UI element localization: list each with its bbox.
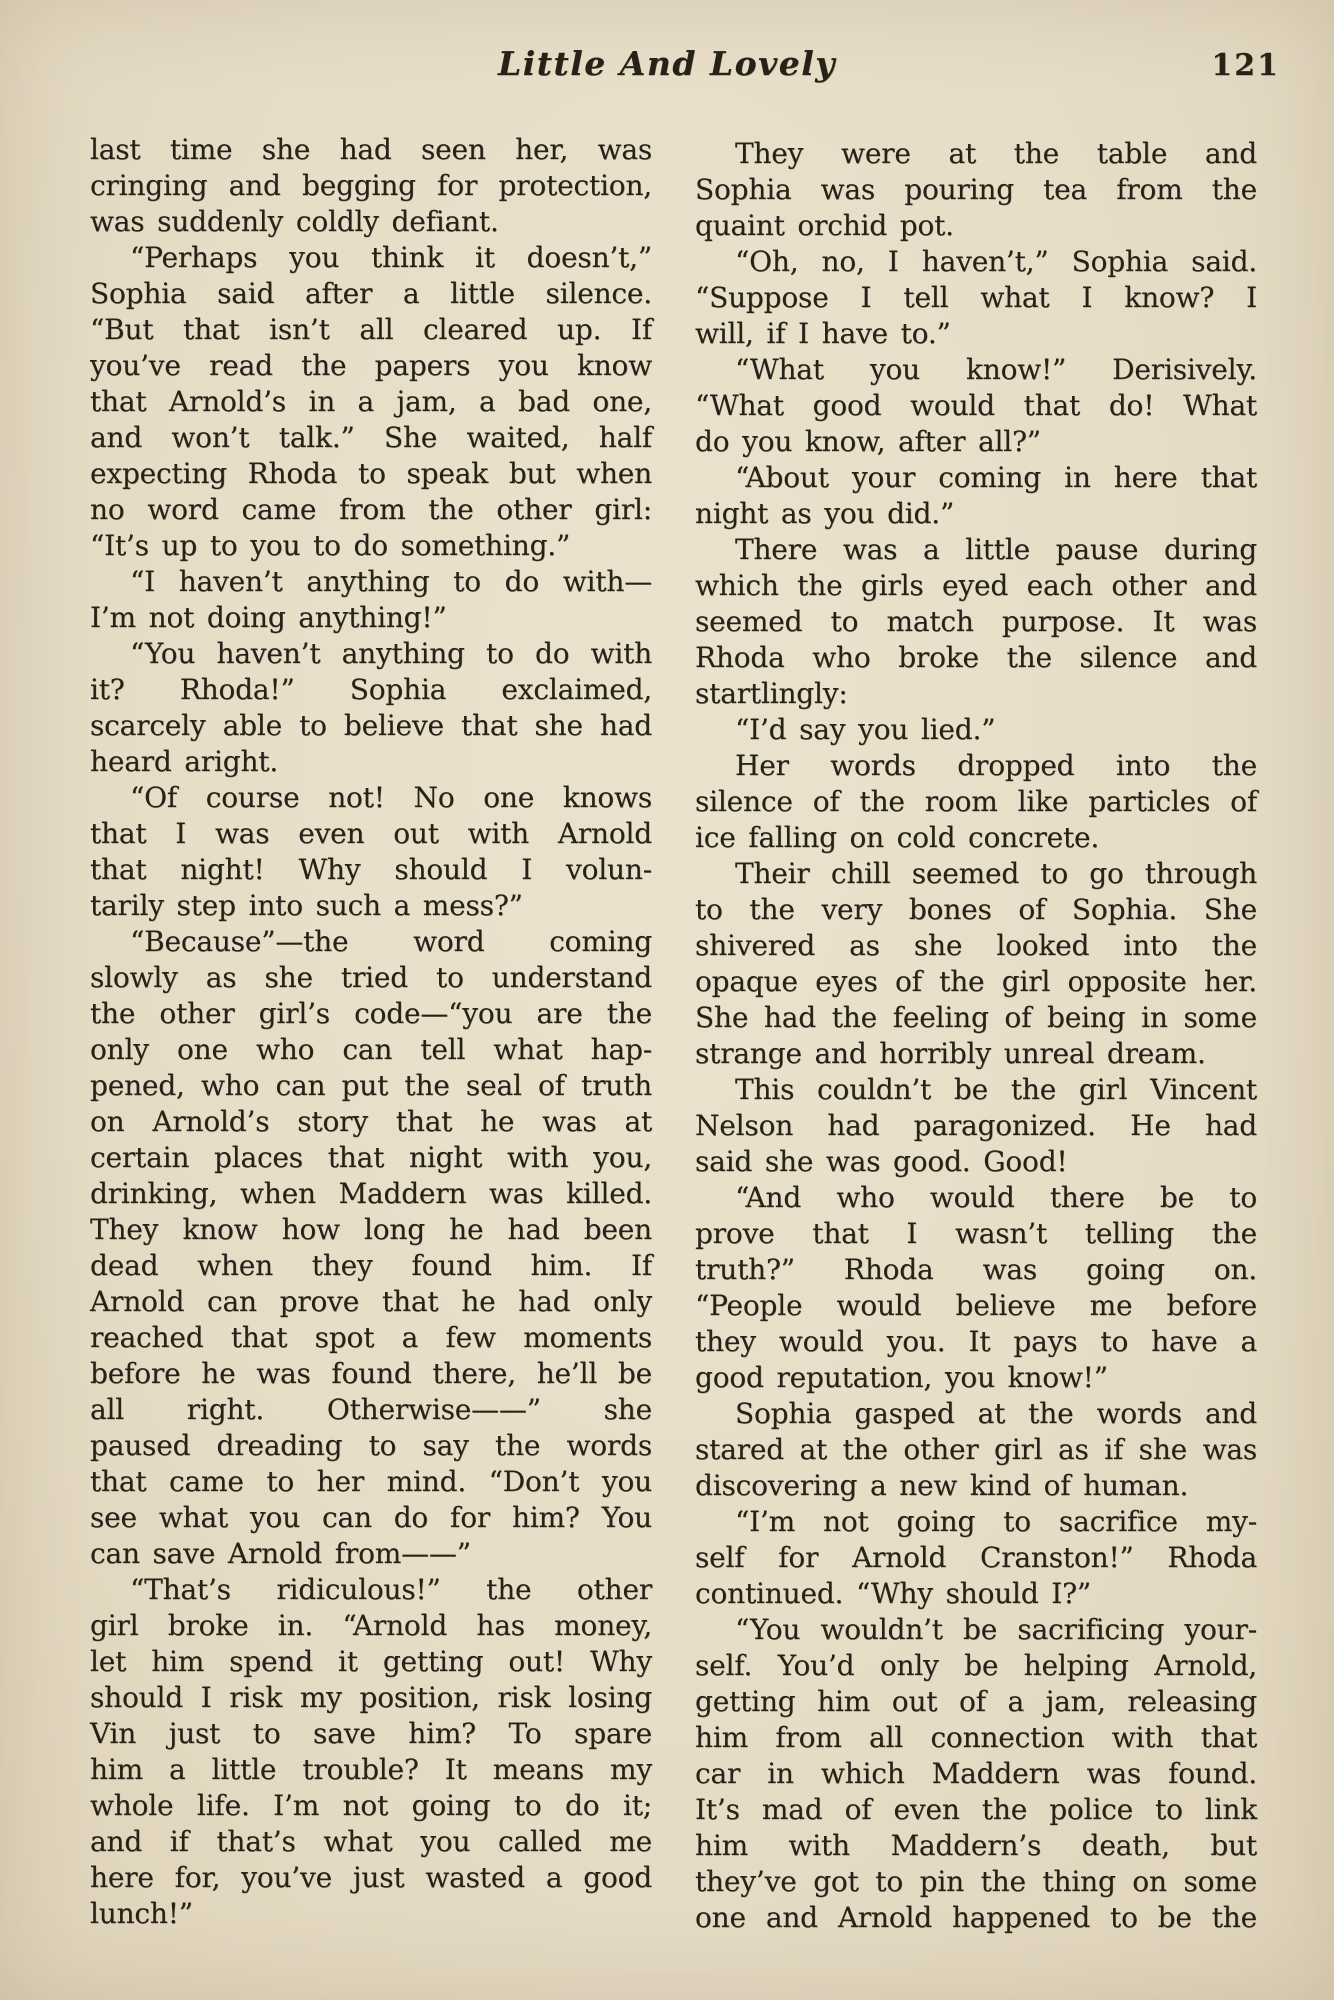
text-line: They know how long he had been [90,1213,652,1246]
text-line: slowly as she tried to understand [90,961,652,994]
text-line: Arnold can prove that he had only [90,1285,652,1318]
text-line: night as you did.” [695,497,955,530]
text-line: which the girls eyed each other and [695,569,1257,602]
text-line: “You haven’t anything to do with [130,637,652,670]
text-line: let him spend it getting out! Why [90,1645,652,1678]
text-line: getting him out of a jam, releasing [695,1685,1257,1718]
text-line: girl broke in. “Arnold has money, [90,1609,652,1642]
text-line: “Oh, no, I haven’t,” Sophia said. [735,245,1257,278]
text-line: Her words dropped into the [735,749,1257,782]
text-line: “But that isn’t all cleared up. If [90,313,652,346]
text-line: “Of course not! No one knows [130,781,652,814]
text-line: continued. “Why should I?” [695,1577,1092,1610]
text-line: said she was good. Good! [695,1145,1068,1178]
text-line: here for, you’ve just wasted a good [90,1861,652,1894]
text-line: scarcely able to believe that she had [90,709,652,742]
running-head-title: Little And Lovely [497,44,836,83]
text-line: should I risk my position, risk losing [90,1681,652,1714]
text-line: truth?” Rhoda was going on. [695,1253,1257,1286]
text-line: She had the feeling of being in some [695,1001,1257,1034]
text-line: “I’m not going to sacrifice my- [735,1505,1257,1538]
text-line: “About your coming in here that [735,461,1257,494]
text-line: you’ve read the papers you know [90,349,652,382]
text-line: whole life. I’m not going to do it; [90,1789,652,1822]
text-line: Nelson had paragonized. He had [695,1109,1257,1142]
text-line: “Because”—the word coming [130,925,652,958]
left-text-column [90,132,652,1932]
text-line: heard aright. [90,745,279,778]
text-line: dead when they found him. If [90,1249,652,1282]
text-line: opaque eyes of the girl opposite her. [695,965,1257,998]
text-line: no word came from the other girl: [90,493,652,526]
text-line: certain places that night with you, [90,1141,652,1174]
text-line: they’ve got to pin the thing on some [695,1865,1257,1898]
text-line: self for Arnold Cranston!” Rhoda [695,1541,1257,1574]
text-line: last time she had seen her, was [90,133,652,166]
text-line: the other girl’s code—“you are the [90,997,652,1030]
text-line: startlingly: [695,677,848,710]
text-line: They were at the table and [735,137,1257,170]
text-line: reached that spot a few moments [90,1321,652,1354]
text-line: strange and horribly unreal dream. [695,1037,1206,1070]
text-line: see what you can do for him? You [90,1501,652,1534]
text-line: that Arnold’s in a jam, a bad one, [90,385,652,418]
text-line: do you know, after all?” [695,425,1041,458]
text-line: Rhoda who broke the silence and [695,641,1257,674]
text-line: This couldn’t be the girl Vincent [735,1073,1257,1106]
text-line: pened, who can put the seal of truth [90,1069,652,1102]
text-line: “It’s up to you to do something.” [90,529,571,562]
text-line: I’m not doing anything!” [90,601,447,634]
text-line: only one who can tell what hap- [90,1033,652,1066]
text-line: Their chill seemed to go through [735,857,1257,890]
text-line: lunch!” [90,1897,193,1930]
text-line: before he was found there, he’ll be [90,1357,652,1390]
text-line: was suddenly coldly defiant. [90,205,499,238]
text-line: him a little trouble? It means my [90,1753,652,1786]
text-line: Sophia gasped at the words and [735,1397,1257,1430]
text-line: tarily step into such a mess?” [90,889,523,922]
text-line: silence of the room like particles of [695,785,1257,818]
text-line: It’s mad of even the police to link [695,1793,1257,1826]
right-text-column [695,136,1257,1936]
text-line: can save Arnold from——” [90,1537,471,1570]
text-line: and if that’s what you called me [90,1825,652,1858]
text-line: “Perhaps you think it doesn’t,” [130,241,652,274]
text-line: paused dreading to say the words [90,1429,652,1462]
text-line: “What you know!” Derisively. [735,353,1257,386]
text-line: “I’d say you lied.” [735,713,996,746]
text-line: stared at the other girl as if she was [695,1433,1257,1466]
text-line: quaint orchid pot. [695,209,954,242]
text-line: good reputation, you know!” [695,1361,1108,1394]
text-line: “People would believe me before [695,1289,1257,1322]
text-line: car in which Maddern was found. [695,1757,1257,1790]
text-line: all right. Otherwise——” she [90,1393,652,1426]
text-line: him with Maddern’s death, but [695,1829,1257,1862]
text-line: “What good would that do! What [695,389,1257,422]
text-line: discovering a new kind of human. [695,1469,1189,1502]
text-line: will, if I have to.” [695,317,951,350]
text-line: ice falling on cold concrete. [695,821,1100,854]
text-line: shivered as she looked into the [695,929,1257,962]
text-line: on Arnold’s story that he was at [90,1105,652,1138]
text-line: they would you. It pays to have a [695,1325,1257,1358]
text-line: one and Arnold happened to be the [695,1901,1257,1934]
text-line: self. You’d only be helping Arnold, [695,1649,1257,1682]
text-line: drinking, when Maddern was killed. [90,1177,652,1210]
text-line: There was a little pause during [735,533,1257,566]
text-line: to the very bones of Sophia. She [695,893,1257,926]
text-line: “And who would there be to [735,1181,1257,1214]
text-line: seemed to match purpose. It was [695,605,1257,638]
text-line: “I haven’t anything to do with— [130,565,652,598]
text-line: Sophia was pouring tea from the [695,173,1257,206]
text-line: Sophia said after a little silence. [90,277,652,310]
text-line: that night! Why should I volun- [90,853,652,886]
text-line: “That’s ridiculous!” the other [130,1573,652,1606]
text-line: cringing and begging for protection, [90,169,652,202]
text-line: him from all connection with that [695,1721,1257,1754]
text-line: and won’t talk.” She waited, half [90,421,652,454]
page-number: 121 [1211,48,1280,83]
text-line: “Suppose I tell what I know? I [695,281,1257,314]
text-line: Vin just to save him? To spare [90,1717,652,1750]
text-line: that came to her mind. “Don’t you [90,1465,652,1498]
text-line: “You wouldn’t be sacrificing your- [735,1613,1257,1646]
text-line: it? Rhoda!” Sophia exclaimed, [90,673,652,706]
text-line: expecting Rhoda to speak but when [90,457,652,490]
text-line: prove that I wasn’t telling the [695,1217,1257,1250]
text-line: that I was even out with Arnold [90,817,652,850]
